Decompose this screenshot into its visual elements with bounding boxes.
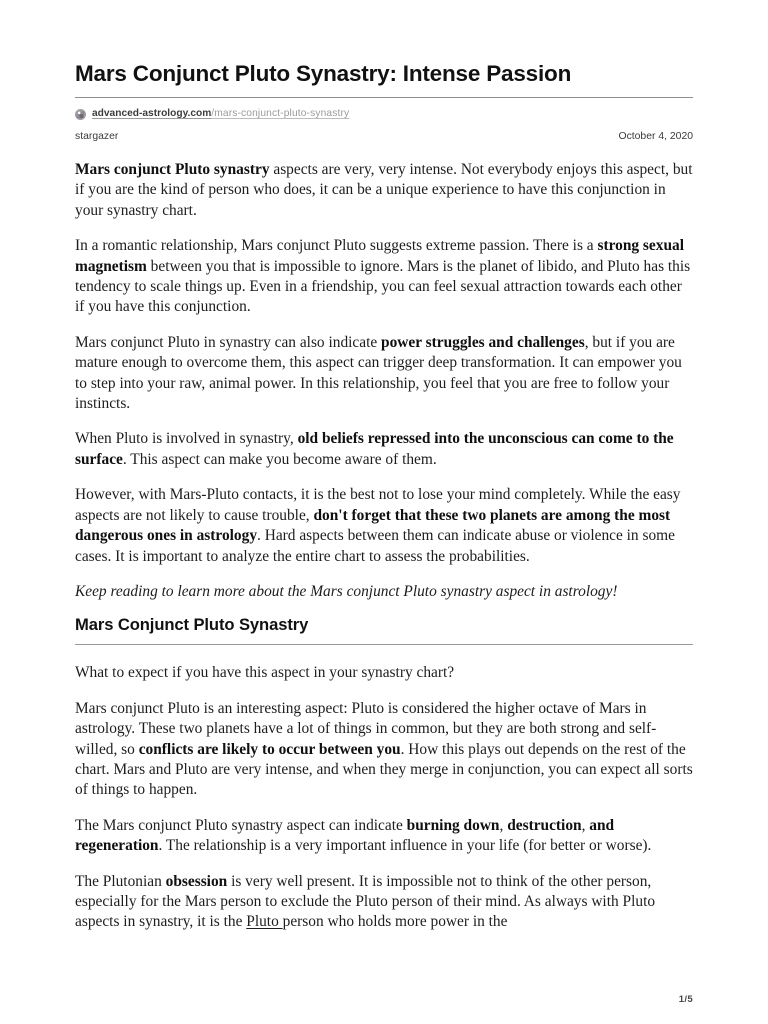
text-run: , <box>499 816 508 834</box>
emphasis-bold: burning down <box>406 816 500 834</box>
page-title: Mars Conjunct Pluto Synastry: Intense Passion <box>75 61 572 86</box>
emphasis-bold: obsession <box>165 872 228 890</box>
emphasis-bold: strong sexual magnetism <box>75 237 684 275</box>
text-run: person who holds more power in the <box>282 913 508 931</box>
article-body <box>75 160 693 602</box>
emphasis-bold: and regeneration <box>75 816 615 855</box>
globe-favicon-icon <box>75 109 86 120</box>
byline-row <box>75 131 693 142</box>
emphasis-bold: power struggles and challenges <box>381 333 585 351</box>
text-run: is very well present. It is impossible not to think of the other person, especially for the Mars person to exclude the Pluto person of their mind. As always with Pluto aspects in synastry, it is the <box>75 872 656 931</box>
emphasis-bold: destruction <box>507 816 582 834</box>
text-run: Mars conjunct Pluto in synastry can also indicate <box>75 333 382 351</box>
text-run: . The relationship is a very important influence in your life (for better or worse). <box>158 837 652 855</box>
text-run: , but if you are mature enough to overcome them, this aspect can trigger deep transformation. It can empower you to step into your raw, animal power. In this relationship, you feel that you are free to follow your instincts. <box>75 333 682 413</box>
source-url-domain[interactable]: advanced-astrology.com <box>92 108 212 119</box>
paragraph <box>75 699 693 801</box>
paragraph <box>75 236 693 318</box>
section-divider <box>75 644 693 645</box>
section-body <box>75 663 693 932</box>
text-run: . This aspect can make you become aware of them. <box>122 450 437 468</box>
source-url-row[interactable] <box>75 106 693 122</box>
paragraph <box>75 429 693 470</box>
emphasis-bold: conflicts are likely to occur between you <box>138 740 401 758</box>
paragraph <box>75 333 693 415</box>
emphasis-bold: old beliefs repressed into the unconscious can come to the surface <box>75 430 674 468</box>
text-run: The Plutonian <box>75 872 166 890</box>
text-run: between you that is impossible to ignore. Mars is the planet of libido, and Pluto has this tendency to scale things up. Even in a friendship, you can feel sexual attraction towards each other if you have this conjunction. <box>75 257 691 316</box>
text-run: . How this plays out depends on the rest of the chart. Mars and Pluto are very intense, and when they merge in conjunction, you can expect all sorts of things to happen. <box>75 740 693 799</box>
paragraph <box>75 160 693 221</box>
text-run: What to expect if you have this aspect in your synastry chart? <box>75 664 455 682</box>
section-heading: Mars Conjunct Pluto Synastry <box>75 615 309 635</box>
title-divider <box>75 97 693 98</box>
text-run: When Pluto is involved in synastry, <box>75 430 298 448</box>
text-run: Mars conjunct Pluto is an interesting aspect: Pluto is considered the higher octave of Mars in astrology. These two planets have a lot of things in common, but they are both strong and self-willed, so <box>75 699 657 758</box>
paragraph <box>75 816 693 857</box>
publish-date: October 4, 2020 <box>618 131 693 142</box>
author-name: stargazer <box>75 131 119 142</box>
text-run: aspects are very, very intense. Not everybody enjoys this aspect, but if you are the kind of person who does, it can be a unique experience to have this conjunction in your synastry chart. <box>75 161 693 219</box>
inline-link[interactable]: Pluto <box>246 913 283 931</box>
paragraph-italic-teaser <box>75 582 693 602</box>
text-run: , <box>581 816 590 834</box>
text-run: The Mars conjunct Pluto synastry aspect can indicate <box>75 816 407 834</box>
text-run: However, with Mars-Pluto contacts, it is the best not to lose your mind completely. While the easy aspects are not likely to cause trouble, <box>75 486 681 524</box>
emphasis-italic: Keep reading to learn more about the Mars conjunct Pluto synastry aspect in astrology! <box>75 582 618 600</box>
emphasis-bold: Mars conjunct Pluto synastry <box>75 161 270 178</box>
text-run: . Hard aspects between them can indicate abuse or violence in some cases. It is important to analyze the entire chart to assess the probabilities. <box>75 527 675 565</box>
paragraph <box>75 663 693 683</box>
page-number: 1/5 <box>678 994 693 1005</box>
paragraph <box>75 872 693 933</box>
text-run: In a romantic relationship, Mars conjunct Pluto suggests extreme passion. There is a <box>75 237 598 255</box>
emphasis-bold: don't forget that these two planets are among the most dangerous ones in astrology <box>75 506 671 545</box>
source-url-path[interactable]: /mars-conjunct-pluto-synastry <box>211 108 350 119</box>
document-page <box>75 0 693 1024</box>
paragraph <box>75 485 693 567</box>
